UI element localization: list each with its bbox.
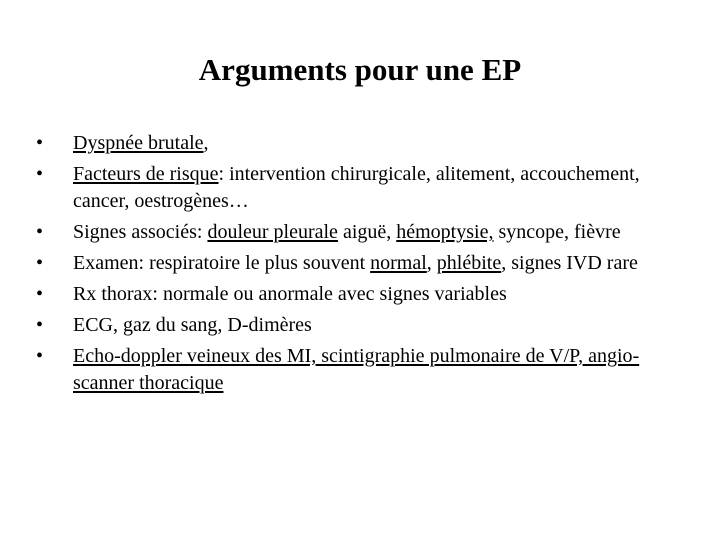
bullet-text: syncope, fièvre: [493, 221, 621, 243]
bullet-text: : intervention chirurgicale, alitement, accouchement, cancer, oestrogènes…: [73, 163, 640, 212]
bullet-icon: •: [36, 132, 44, 154]
underlined-term: Dyspnée brutale: [73, 132, 204, 154]
bullet-text: ECG, gaz du sang, D-dimères: [73, 314, 312, 336]
bullet-icon: •: [36, 252, 44, 274]
bullet-icon: •: [36, 283, 44, 305]
bullet-text: Signes associés:: [73, 221, 208, 243]
bullet-text: , signes IVD rare: [501, 252, 638, 274]
bullet-item: [36, 281, 676, 308]
bullet-icon: •: [36, 345, 44, 367]
bullet-text: Rx thorax: normale ou anormale avec signes variables: [73, 283, 507, 305]
bullet-icon: •: [36, 314, 44, 336]
bullet-text: ,: [426, 252, 437, 274]
bullet-icon: •: [36, 163, 44, 185]
underlined-term: normal: [370, 252, 427, 274]
bullet-text: Examen: respiratoire le plus souvent: [73, 252, 371, 274]
bullet-item: [36, 312, 676, 339]
bullet-text: aiguë,: [337, 221, 397, 243]
bullet-list: [36, 130, 676, 401]
underlined-term: Echo-doppler veineux des MI, scintigraphie pulmonaire de V/P, angio-scanner thoracique: [73, 345, 640, 394]
underlined-term: phlébite: [436, 252, 502, 274]
underlined-term: Facteurs de risque: [73, 163, 219, 185]
bullet-item: [36, 130, 676, 157]
bullet-item: [36, 219, 676, 246]
bullet-icon: •: [36, 221, 44, 243]
bullet-item: [36, 161, 676, 215]
bullet-item: [36, 343, 676, 397]
underlined-term: hémoptysie,: [396, 221, 494, 243]
underlined-term: douleur pleurale: [207, 221, 338, 243]
bullet-item: [36, 250, 676, 277]
bullet-text: ,: [203, 132, 209, 154]
slide-title: Arguments pour une EP: [198, 52, 522, 87]
